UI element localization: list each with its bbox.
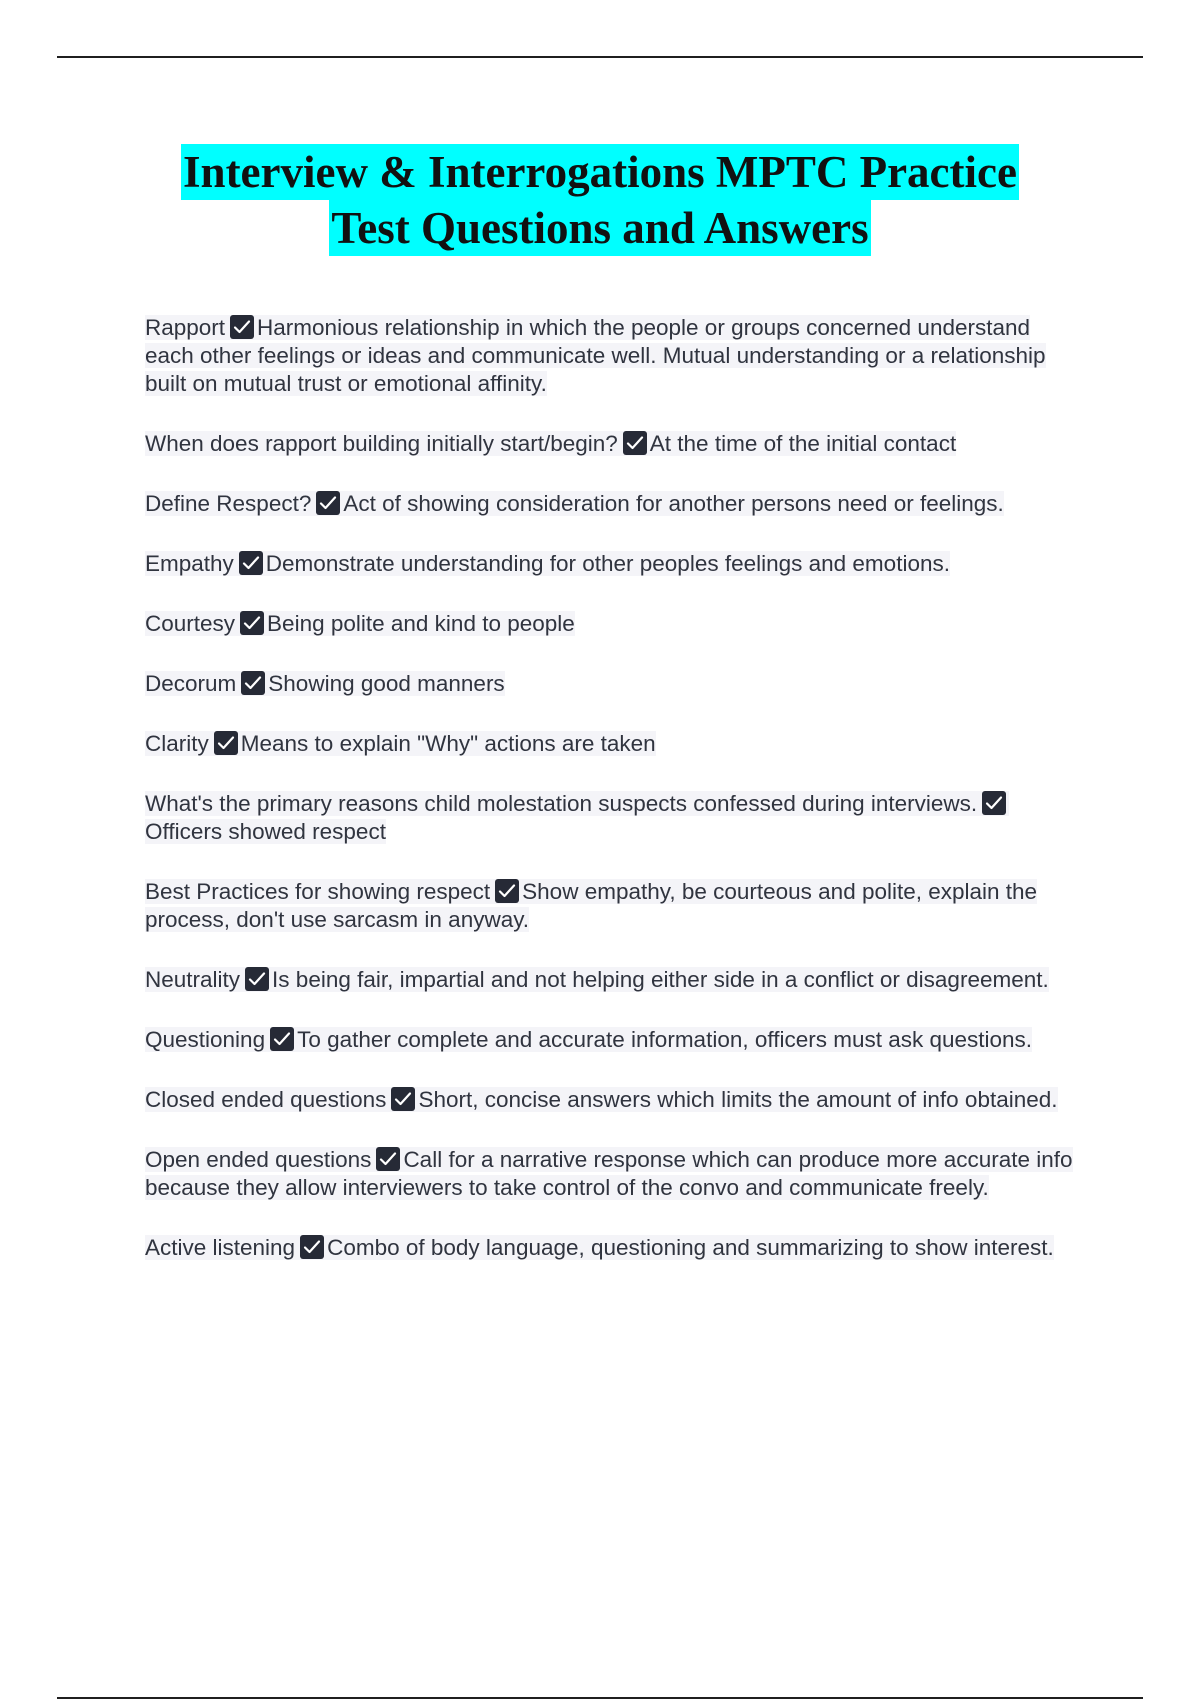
qa-text	[145, 1087, 1058, 1112]
qa-answer: Officers showed respect	[145, 819, 386, 844]
qa-item	[145, 1146, 1080, 1202]
title-line-2: Test Questions and Answers	[329, 200, 870, 256]
qa-item	[145, 790, 1080, 846]
check-box-icon	[230, 315, 254, 339]
qa-answer: Demonstrate understanding for other peoples feelings and emotions.	[265, 551, 950, 576]
qa-item	[145, 670, 1080, 698]
qa-text	[145, 611, 575, 636]
title-line-1: Interview & Interrogations MPTC Practice	[181, 144, 1019, 200]
qa-text	[145, 491, 1004, 516]
check-box-icon	[239, 551, 263, 575]
check-box-icon	[316, 491, 340, 515]
qa-item	[145, 1234, 1080, 1262]
qa-item	[145, 550, 1080, 578]
check-box-icon	[495, 879, 519, 903]
qa-item	[145, 1026, 1080, 1054]
check-box-icon	[623, 431, 647, 455]
qa-answer: Is being fair, impartial and not helping either side in a conflict or disagreement.	[272, 967, 1049, 992]
qa-answer: To gather complete and accurate information, officers must ask questions.	[297, 1027, 1033, 1052]
qa-term: Questioning	[145, 1027, 266, 1052]
qa-term: Define Respect?	[145, 491, 312, 516]
qa-text	[145, 315, 1046, 396]
qa-item	[145, 490, 1080, 518]
qa-text	[145, 1235, 1054, 1260]
qa-text	[145, 1027, 1032, 1052]
qa-item	[145, 966, 1080, 994]
qa-item	[145, 610, 1080, 638]
qa-item	[145, 430, 1080, 458]
qa-answer: Combo of body language, questioning and summarizing to show interest.	[327, 1235, 1054, 1260]
qa-term: Best Practices for showing respect	[145, 879, 491, 904]
qa-term: Courtesy	[145, 611, 236, 636]
qa-term: Closed ended questions	[145, 1087, 387, 1112]
qa-list	[145, 314, 1080, 1294]
qa-item	[145, 1086, 1080, 1114]
qa-text	[145, 967, 1049, 992]
qa-item	[145, 878, 1080, 934]
check-box-icon	[391, 1087, 415, 1111]
qa-answer: Short, concise answers which limits the amount of info obtained.	[418, 1087, 1058, 1112]
qa-term: When does rapport building initially start/begin?	[145, 431, 618, 456]
qa-term: Open ended questions	[145, 1147, 372, 1172]
qa-text	[145, 671, 505, 696]
check-box-icon	[270, 1027, 294, 1051]
qa-answer: Harmonious relationship in which the people or groups concerned understand each other feelings or ideas and communicate well. Mutual understanding or a relationship built on mutual trust or emotional affinity.	[145, 315, 1046, 396]
qa-text	[145, 551, 950, 576]
qa-term: Neutrality	[145, 967, 241, 992]
bottom-rule	[57, 1697, 1143, 1699]
qa-text	[145, 879, 1037, 932]
qa-item	[145, 730, 1080, 758]
qa-text	[145, 431, 956, 456]
check-box-icon	[214, 731, 238, 755]
check-box-icon	[241, 671, 265, 695]
page-title	[0, 144, 1200, 256]
qa-text	[145, 1147, 1073, 1200]
qa-answer: Being polite and kind to people	[267, 611, 575, 636]
qa-term: Active listening	[145, 1235, 296, 1260]
qa-text	[145, 731, 656, 756]
top-rule	[57, 56, 1143, 58]
check-box-icon	[240, 611, 264, 635]
qa-text	[145, 791, 1009, 844]
qa-answer: Call for a narrative response which can produce more accurate info because they allow interviewers to take control of the convo and communicate freely.	[145, 1147, 1073, 1200]
check-box-icon	[376, 1147, 400, 1171]
qa-term: Clarity	[145, 731, 209, 756]
qa-answer: Showing good manners	[268, 671, 505, 696]
qa-answer: Show empathy, be courteous and polite, explain the process, don't use sarcasm in anyway.	[145, 879, 1038, 932]
qa-term: Decorum	[145, 671, 237, 696]
qa-term: What's the primary reasons child molestation suspects confessed during interviews.	[145, 791, 978, 816]
qa-term: Rapport	[145, 315, 226, 340]
qa-answer: Means to explain "Why" actions are taken	[240, 731, 656, 756]
check-box-icon	[300, 1235, 324, 1259]
check-box-icon	[982, 791, 1006, 815]
qa-term: Empathy	[145, 551, 234, 576]
check-box-icon	[245, 967, 269, 991]
qa-item	[145, 314, 1080, 398]
qa-answer: At the time of the initial contact	[649, 431, 957, 456]
qa-answer: Act of showing consideration for another persons need or feelings.	[343, 491, 1004, 516]
